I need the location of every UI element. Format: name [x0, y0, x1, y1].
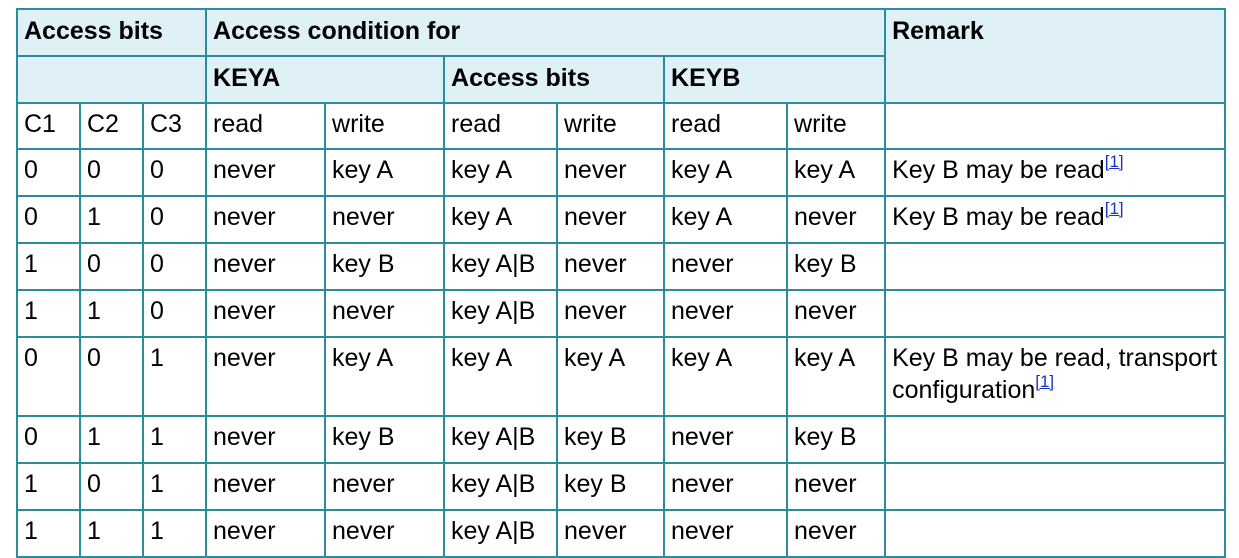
cell-bits-read: key A|B — [444, 243, 557, 290]
subheader-c1: C1 — [17, 103, 80, 149]
cell-keyb-read: never — [664, 463, 787, 510]
cell-c3: 1 — [143, 510, 206, 557]
cell-bits-write: never — [557, 149, 664, 196]
cell-bits-write: never — [557, 243, 664, 290]
cell-c1: 1 — [17, 463, 80, 510]
remark-text: Key B may be read, transport configuration — [892, 344, 1218, 404]
cell-c1: 0 — [17, 149, 80, 196]
cell-keyb-read: key A — [664, 337, 787, 416]
cell-keya-write: key B — [325, 243, 444, 290]
cell-keyb-write: key A — [787, 337, 885, 416]
cell-c2: 0 — [80, 149, 143, 196]
cell-bits-write: key B — [557, 463, 664, 510]
header-access-condition-for: Access condition for — [206, 9, 885, 56]
cell-keyb-write: never — [787, 510, 885, 557]
cell-remark — [885, 416, 1225, 463]
header-group-keyb: KEYB — [664, 56, 885, 103]
cell-keyb-write: never — [787, 196, 885, 243]
cell-remark — [885, 290, 1225, 337]
cell-keyb-write: never — [787, 463, 885, 510]
cell-remark — [885, 149, 1225, 196]
footnote-link[interactable]: [1] — [1035, 372, 1055, 391]
cell-bits-write: key B — [557, 416, 664, 463]
cell-keya-write: key A — [325, 149, 444, 196]
cell-keyb-read: key A — [664, 196, 787, 243]
cell-c3: 1 — [143, 337, 206, 416]
cell-remark — [885, 337, 1225, 416]
cell-c2: 1 — [80, 416, 143, 463]
remark-text: Key B may be read — [892, 203, 1105, 231]
footnote-link[interactable]: [1] — [1104, 199, 1124, 218]
table-row — [17, 463, 1225, 510]
access-conditions-table — [16, 8, 1226, 558]
cell-c2: 0 — [80, 243, 143, 290]
cell-c2: 1 — [80, 510, 143, 557]
cell-bits-read: key A — [444, 196, 557, 243]
cell-keya-read: never — [206, 416, 325, 463]
subheader-row — [17, 103, 1225, 149]
cell-keyb-read: never — [664, 290, 787, 337]
cell-keyb-read: never — [664, 416, 787, 463]
cell-c2: 1 — [80, 196, 143, 243]
cell-keya-write: never — [325, 463, 444, 510]
cell-c1: 1 — [17, 290, 80, 337]
cell-c1: 0 — [17, 337, 80, 416]
cell-keya-read: never — [206, 463, 325, 510]
subheader-c3: C3 — [143, 103, 206, 149]
table-row — [17, 337, 1225, 416]
cell-bits-write: never — [557, 290, 664, 337]
subheader-keyb-read: read — [664, 103, 787, 149]
subheader-keya-read: read — [206, 103, 325, 149]
table-row — [17, 290, 1225, 337]
cell-c3: 0 — [143, 243, 206, 290]
cell-keya-read: never — [206, 510, 325, 557]
cell-keya-write: key A — [325, 337, 444, 416]
table-row — [17, 196, 1225, 243]
cell-keya-read: never — [206, 290, 325, 337]
cell-remark — [885, 463, 1225, 510]
cell-bits-read: key A|B — [444, 290, 557, 337]
cell-bits-read: key A — [444, 149, 557, 196]
cell-keya-write: never — [325, 196, 444, 243]
subheader-keyb-write: write — [787, 103, 885, 149]
cell-keyb-write: key B — [787, 243, 885, 290]
table-row — [17, 149, 1225, 196]
subheader-c2: C2 — [80, 103, 143, 149]
subheader-bits-read: read — [444, 103, 557, 149]
header-group-keya: KEYA — [206, 56, 444, 103]
cell-keyb-read: never — [664, 243, 787, 290]
cell-c1: 0 — [17, 196, 80, 243]
cell-bits-write: never — [557, 510, 664, 557]
header-group-access-bits: Access bits — [444, 56, 664, 103]
cell-keyb-write: key A — [787, 149, 885, 196]
cell-c2: 1 — [80, 290, 143, 337]
cell-bits-write: key A — [557, 337, 664, 416]
cell-keya-write: never — [325, 290, 444, 337]
cell-keyb-read: never — [664, 510, 787, 557]
cell-c1: 1 — [17, 510, 80, 557]
remark-text: Key B may be read — [892, 156, 1105, 184]
cell-keya-write: never — [325, 510, 444, 557]
cell-keya-read: never — [206, 337, 325, 416]
cell-keyb-write: key B — [787, 416, 885, 463]
table-row — [17, 510, 1225, 557]
cell-c2: 0 — [80, 337, 143, 416]
subheader-remark-empty — [885, 103, 1225, 149]
cell-bits-write: never — [557, 196, 664, 243]
cell-bits-read: key A|B — [444, 463, 557, 510]
cell-keyb-write: never — [787, 290, 885, 337]
cell-c3: 0 — [143, 149, 206, 196]
header-empty-cell — [17, 56, 206, 103]
cell-keya-read: never — [206, 149, 325, 196]
cell-bits-read: key A — [444, 337, 557, 416]
table-row — [17, 243, 1225, 290]
cell-remark — [885, 196, 1225, 243]
cell-keya-write: key B — [325, 416, 444, 463]
cell-keyb-read: key A — [664, 149, 787, 196]
cell-c2: 0 — [80, 463, 143, 510]
header-remark: Remark — [885, 9, 1225, 103]
footnote-link[interactable]: [1] — [1104, 152, 1124, 171]
cell-keya-read: never — [206, 196, 325, 243]
cell-remark — [885, 510, 1225, 557]
table-row — [17, 416, 1225, 463]
cell-bits-read: key A|B — [444, 416, 557, 463]
access-conditions-table-wrapper — [16, 8, 1226, 558]
cell-bits-read: key A|B — [444, 510, 557, 557]
cell-c1: 1 — [17, 243, 80, 290]
cell-c3: 1 — [143, 463, 206, 510]
subheader-bits-write: write — [557, 103, 664, 149]
header-access-bits: Access bits — [17, 9, 206, 56]
cell-remark — [885, 243, 1225, 290]
subheader-keya-write: write — [325, 103, 444, 149]
cell-keya-read: never — [206, 243, 325, 290]
cell-c3: 0 — [143, 196, 206, 243]
cell-c1: 0 — [17, 416, 80, 463]
cell-c3: 0 — [143, 290, 206, 337]
cell-c3: 1 — [143, 416, 206, 463]
